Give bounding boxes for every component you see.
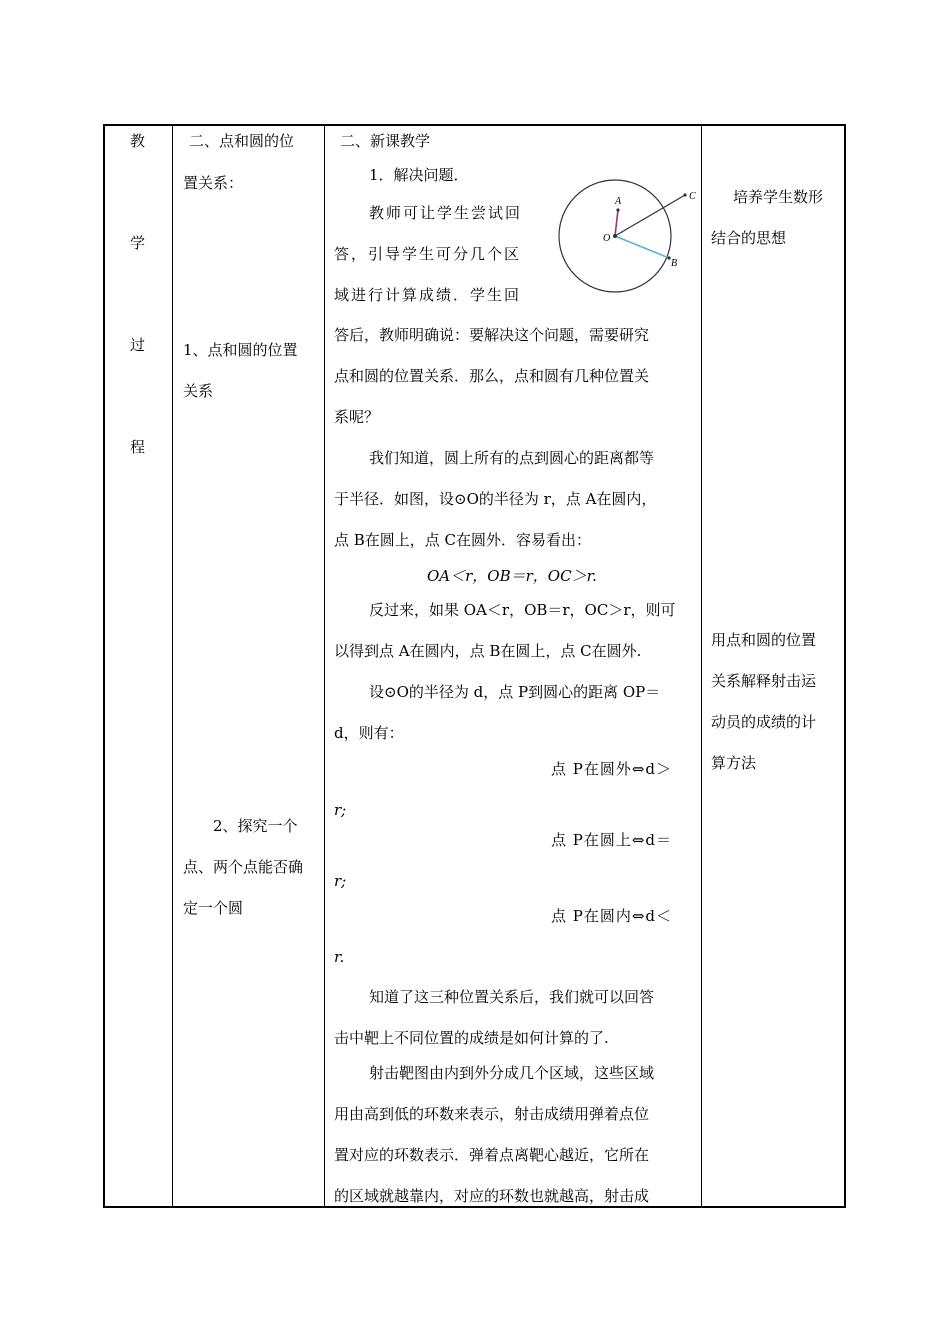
- paragraph-line: 射击靶图由内到外分成几个区域，这些区域: [369, 1064, 655, 1082]
- paragraph-line: 于半径．如图，设⊙O的半径为 r，点 A在圆内，: [334, 490, 657, 508]
- paragraph-line: 我们知道，圆上所有的点到圆心的距离都等: [369, 449, 655, 467]
- label-a: A: [615, 196, 622, 207]
- paragraph-line: 系呢？: [334, 408, 380, 426]
- relation-line: r;: [334, 801, 347, 819]
- relation-line: r.: [334, 948, 345, 966]
- formula: OA＜r，OB＝r，OC＞r.: [427, 567, 597, 585]
- stage-char: 过: [130, 336, 146, 354]
- topic-item: 定一个圆: [183, 899, 244, 917]
- paragraph-line: 用由高到低的环数来表示，射击成绩用弹着点位: [334, 1105, 650, 1123]
- label-c: C: [689, 191, 696, 202]
- relation-line: 点 P在圆内⇔d＜: [551, 907, 673, 925]
- point-o: [613, 234, 617, 238]
- paragraph-line: 答后，教师明确说：要解决这个问题，需要研究: [334, 326, 650, 344]
- paragraph-line: 以得到点 A在圆内，点 B在圆上，点 C在圆外.: [334, 642, 642, 660]
- paragraph-line: 的区域就越靠内，对应的环数也就越高，射击成: [334, 1187, 650, 1205]
- section-heading: 二、点和圆的位: [189, 132, 295, 150]
- relation-line: 点 P在圆外⇔d＞: [551, 760, 673, 778]
- section-heading: 置关系：: [183, 174, 244, 192]
- design-note: 结合的思想: [711, 229, 787, 247]
- column-divider: [324, 126, 325, 1206]
- label-b: B: [671, 258, 678, 269]
- paragraph-line: 教师可让学生尝试回: [369, 204, 523, 222]
- paragraph-line: 设⊙O的半径为 d，点 P到圆心的距离 OP＝: [369, 683, 661, 701]
- column-divider: [172, 126, 173, 1206]
- label-o: O: [603, 233, 611, 244]
- relation-line: 点 P在圆上⇔d＝: [551, 831, 673, 849]
- paragraph-line: 反过来，如果 OA＜r，OB＝r，OC＞r，则可: [369, 601, 676, 619]
- paragraph-line: 答，引导学生可分几个区: [334, 245, 522, 263]
- segment-oc: [615, 195, 685, 236]
- column-divider: [701, 126, 702, 1206]
- paragraph-line: 置对应的环数表示．弹着点离靶心越近，它所在: [334, 1146, 650, 1164]
- paragraph-line: d，则有：: [334, 724, 404, 742]
- topic-item: 2、探究一个: [213, 817, 298, 835]
- design-note: 培养学生数形: [733, 188, 824, 206]
- segment-ob: [615, 236, 669, 258]
- paragraph-line: 点和圆的位置关系．那么，点和圆有几种位置关: [334, 367, 650, 385]
- stage-char: 程: [130, 438, 146, 456]
- paragraph-line: 击中靶上不同位置的成绩是如何计算的了.: [334, 1029, 609, 1047]
- topic-item: 1、点和圆的位置: [183, 341, 298, 359]
- segment-oa: [615, 210, 618, 236]
- point-a: [616, 208, 619, 211]
- stage-char: 教: [130, 132, 146, 150]
- topic-item: 关系: [183, 382, 214, 400]
- topic-item: 点、两个点能否确: [183, 858, 304, 876]
- paragraph-line: 域进行计算成绩．学生回: [334, 286, 522, 304]
- design-note: 动员的成绩的计: [711, 713, 817, 731]
- section-title: 二、新课教学: [340, 132, 431, 150]
- relation-line: r;: [334, 872, 347, 890]
- point-c: [683, 193, 686, 196]
- step-title: 1．解决问题．: [369, 166, 469, 184]
- stage-char: 学: [130, 234, 146, 252]
- circle-figure: [545, 172, 701, 300]
- design-note: 关系解释射击运: [711, 672, 817, 690]
- paragraph-line: 点 B在圆上，点 C在圆外．容易看出：: [334, 531, 592, 549]
- design-note: 算方法: [711, 754, 757, 772]
- paragraph-line: 知道了这三种位置关系后，我们就可以回答: [369, 988, 655, 1006]
- design-note: 用点和圆的位置: [711, 631, 817, 649]
